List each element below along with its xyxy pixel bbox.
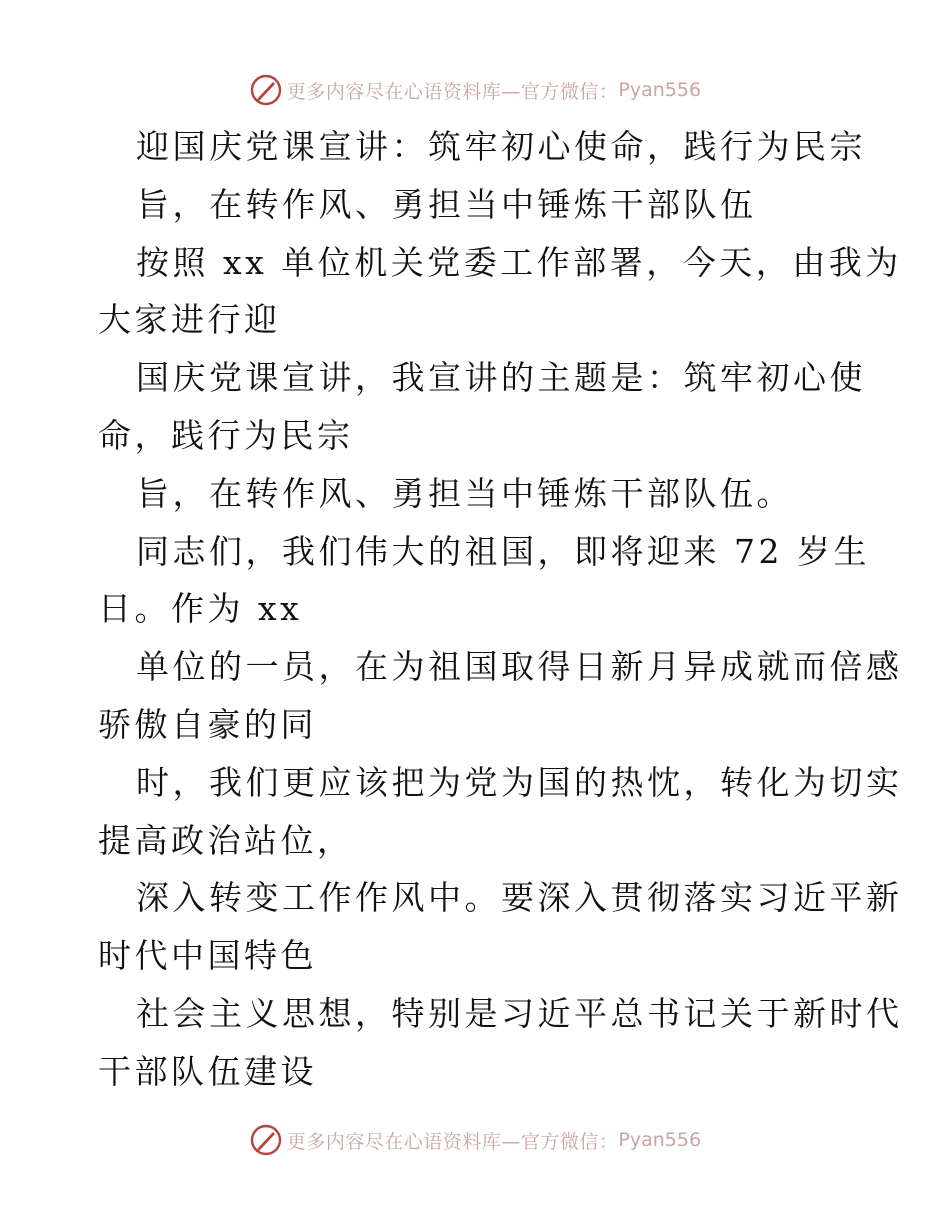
quill-logo-icon bbox=[249, 73, 283, 107]
text-line: 按照 xx 单位机关党委工作部署，今天，由我为 bbox=[136, 242, 902, 282]
watermark-wechat-id: Pyan556 bbox=[618, 1129, 702, 1151]
header-watermark bbox=[0, 70, 950, 110]
document-body bbox=[98, 118, 903, 1101]
watermark-text: 更多内容尽在心语资料库—官方微信： bbox=[286, 80, 619, 103]
text-line: 骄傲自豪的同 bbox=[98, 704, 317, 744]
text-line: 大家进行迎 bbox=[98, 300, 281, 340]
quill-logo-icon bbox=[249, 1123, 283, 1157]
text-line: 干部队伍建设 bbox=[98, 1051, 317, 1091]
text-line: 时代中国特色 bbox=[98, 936, 317, 976]
text-line: 单位的一员，在为祖国取得日新月异成就而倍感 bbox=[136, 647, 903, 687]
text-line: 提高政治站位， bbox=[98, 820, 354, 860]
text-line: 日。作为 xx bbox=[98, 589, 303, 629]
text-line: 旨，在转作风、勇担当中锤炼干部队伍。 bbox=[136, 473, 793, 513]
text-line: 社会主义思想，特别是习近平总书记关于新时代 bbox=[136, 993, 903, 1033]
footer-watermark bbox=[0, 1120, 950, 1160]
text-line: 迎国庆党课宣讲：筑牢初心使命，践行为民宗 bbox=[136, 127, 866, 166]
text-line: 命，践行为民宗 bbox=[98, 415, 354, 455]
text-line: 旨，在转作风、勇担当中锤炼干部队伍 bbox=[136, 184, 757, 224]
watermark-wechat-id: Pyan556 bbox=[618, 79, 702, 101]
watermark-text: 更多内容尽在心语资料库—官方微信： bbox=[286, 1130, 619, 1153]
text-line: 国庆党课宣讲，我宣讲的主题是：筑牢初心使 bbox=[136, 358, 866, 398]
text-line: 时，我们更应该把为党为国的热忱，转化为切实 bbox=[136, 762, 903, 802]
text-line: 同志们，我们伟大的祖国，即将迎来 72 岁生 bbox=[136, 531, 870, 571]
text-line: 深入转变工作作风中。要深入贯彻落实习近平新 bbox=[136, 878, 903, 918]
